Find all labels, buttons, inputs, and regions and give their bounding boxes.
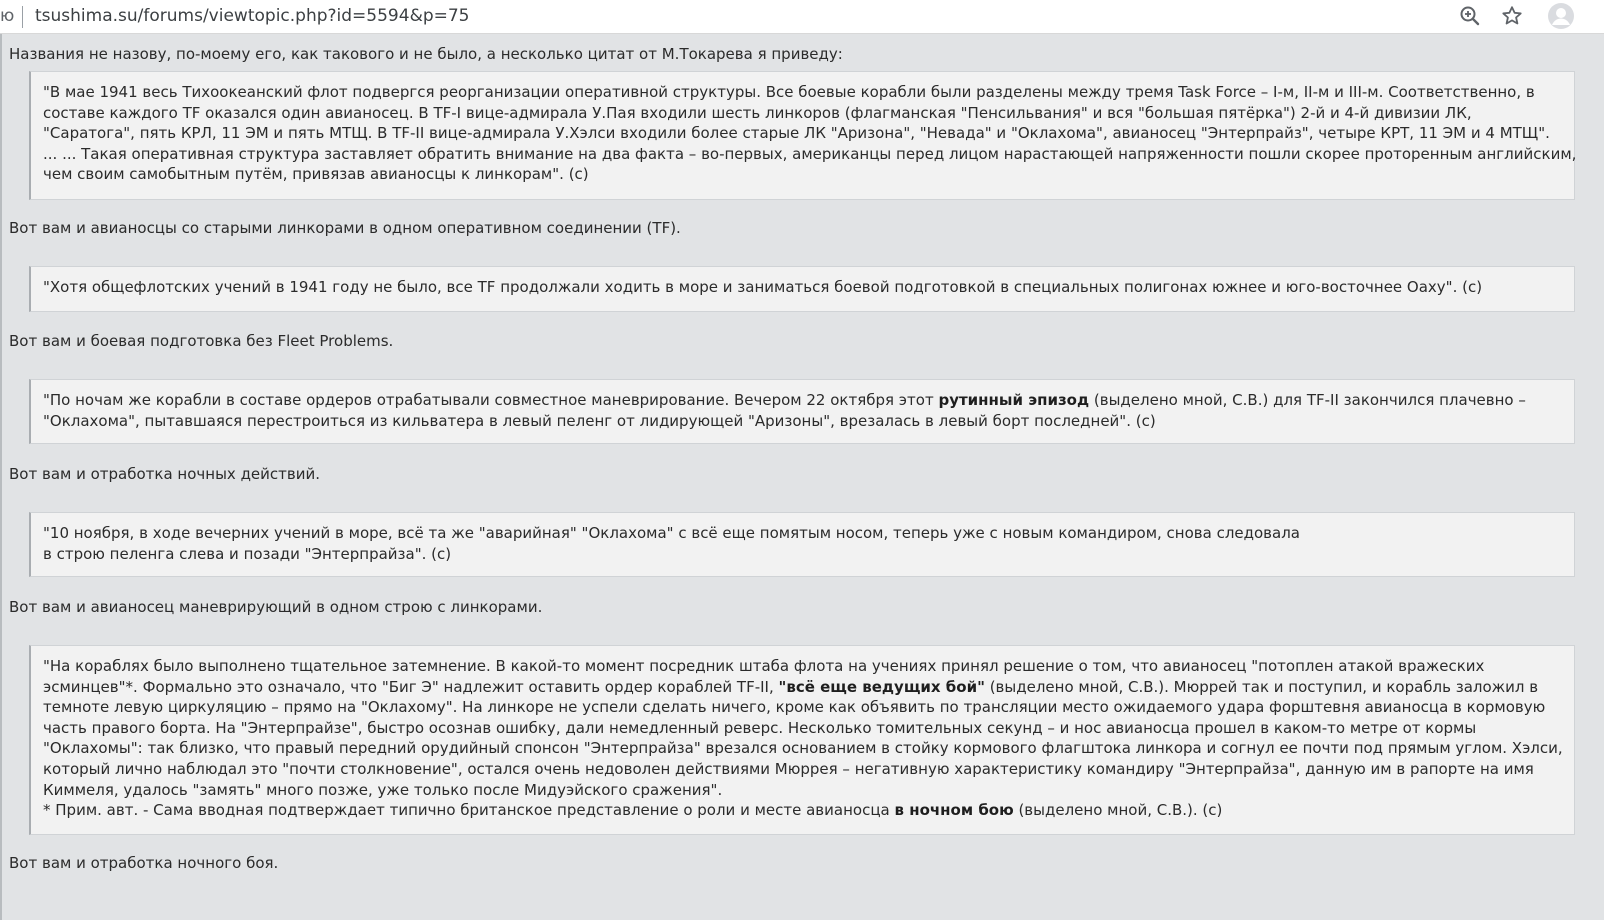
quote-4-line-2: в строю пеленга слева и позади "Энтерпрайза". (с) [43,544,452,563]
post-intro: Названия не назову, по-моему его, как такового и не было, а несколько цитат от М.Токарева я приведу: [9,45,843,63]
browser-toolbar [0,0,1604,34]
footnote-text: * Прим. авт. - Сама вводная подтверждает типично британское представление о роли и месте авианосца [43,801,895,820]
comment-5: Вот вам и отработка ночного боя. [9,854,279,872]
quote-block-1 [29,71,1575,200]
quote-3-line-2: "Оклахома", пытавшаяся перестроиться из кильватера в левый пеленг от лидирующей "Аризоны", врезалась в левый борт последней". (с) [43,411,1156,430]
quote-5-line-7: Киммеля, удалось "замять" много позже, уже только после Мидуэйского сражения". [43,780,723,799]
quote-5-text-tail: (выделено мной, С.В.). Мюррей так и поступил, и корабль заложил в [984,677,1539,696]
quote-2-line-1: "Хотя общефлотских учений в 1941 году не было, все TF продолжали ходить в море и заниматься боевой подготовкой в специальных полигонах южнее и юго-восточнее Оаху". (с) [43,278,1483,296]
quote-5-line-5: "Оклахомы": так близко, что правый передний орудийный спонсон "Энтерпрайза" врезался основанием в стойку кормового флагштока линкора и согнул ее почти под прямым углом. Хэлси, [43,739,1563,758]
quote-5-footnote [43,800,1562,821]
quote-3-text: "По ночам же корабли в составе ордеров отрабатывали совместное маневрирование. Вечером 22 октября этот [43,391,939,409]
comment-3: Вот вам и отработка ночных действий. [9,465,321,483]
quote-5-line-2 [43,677,1562,698]
quote-1-line-3: "Саратога", пять КРЛ, 11 ЭМ и пять МТЩ. В TF-II вице-адмирала У.Хэлси входили более старые ЛК "Аризона", "Невада" и "Оклахома", авианосец "Энтерпрайз", четыре КРТ, 11 ЭМ и 4 МТЩ". [43,124,1550,143]
quote-block-2 [29,266,1575,312]
left-border [0,34,2,920]
footnote-text-tail: (выделено мной, С.В.). (с) [1013,801,1223,820]
quote-5-line-1: "На кораблях было выполнено тщательное затемнение. В какой-то момент посредник штаба флота на учениях принял решение о том, что авианосец "потоплен атакой вражеских [43,657,1485,675]
bookmark-star-icon[interactable] [1500,4,1524,28]
comment-1: Вот вам и авианосцы со старыми линкорами в одном оперативном соединении (TF). [9,219,681,237]
comment-4: Вот вам и авианосец маневрирующий в одном строю с линкорами. [9,598,543,616]
forum-post-body [0,34,1604,920]
quote-3-text-tail: (выделено мной, С.В.) для TF-II закончился плачевно – [1089,391,1526,409]
footnote-emphasis: в ночном бою [894,801,1014,820]
quote-5-line-4: часть правого борта. На "Энтерпрайзе", быстро осознав ошибку, дали немедленный реверс. Несколько томительных секунд – и нос авианосца прошел в каком-то метре от кормы [43,718,1477,737]
quote-block-4 [29,512,1575,577]
quote-block-3 [29,379,1575,444]
tab-title-fragment: ю [0,6,15,26]
quote-1-line-1: "В мае 1941 весь Тихоокеанский флот подвергся реорганизации оперативной структуры. Все боевые корабли были разделены между тремя Task Force – I-м, II-м и III-м. Соответственно, в [43,83,1535,101]
quote-block-5 [29,645,1575,835]
quote-3-line-1 [43,390,1562,411]
quote-5-emphasis: "всё еще ведущих бой" [778,677,985,696]
zoom-icon[interactable] [1458,4,1482,28]
quote-1-line-4: ... ... Такая оперативная структура заставляет обратить внимание на два факта – во-первых, американцы перед лицом нарастающей напряженности пошли скорее проторенным английским, [43,144,1577,163]
quote-5-line-6: который лично наблюдал это "почти столкновение", остался очень недоволен действиями Мюррея – негативную характеристику командиру "Энтерпрайза", данную им в рапорте на имя [43,759,1534,778]
quote-1-line-5: чем своим самобытным путём, привязав авианосцы к линкорам". (с) [43,165,589,184]
profile-avatar-icon[interactable] [1547,2,1575,30]
quote-1-line-2: составе каждого TF оказался один авианосец. В TF-I вице-адмирала У.Пая входили шесть линкоров (флагманская "Пенсильвания" и вся "большая пятёрка") 2-й и 4-й дивизии ЛК, [43,103,1472,122]
quote-5-line-3: темноте левую циркуляцию – прямо на "Оклахому". На линкоре не успели сделать ничего, кроме как объявить по трансляции место ожидаемого удара форштевня авианосца в кормовую [43,698,1546,717]
quote-3-emphasis: рутинный эпизод [938,391,1090,409]
omnibox-separator [22,6,23,28]
quote-4-line-1: "10 ноября, в ходе вечерних учений в море, всё та же "аварийная" "Оклахома" с всё еще помятым носом, теперь уже с новым командиром, снова следовала [43,524,1300,542]
quote-5-text: эсминцев"*. Формально это означало, что "Биг Э" надлежит оставить ордер кораблей TF-II, [43,677,779,696]
comment-2: Вот вам и боевая подготовка без Fleet Problems. [9,332,394,350]
address-bar-url[interactable]: tsushima.su/forums/viewtopic.php?id=5594&p=75 [35,6,470,26]
